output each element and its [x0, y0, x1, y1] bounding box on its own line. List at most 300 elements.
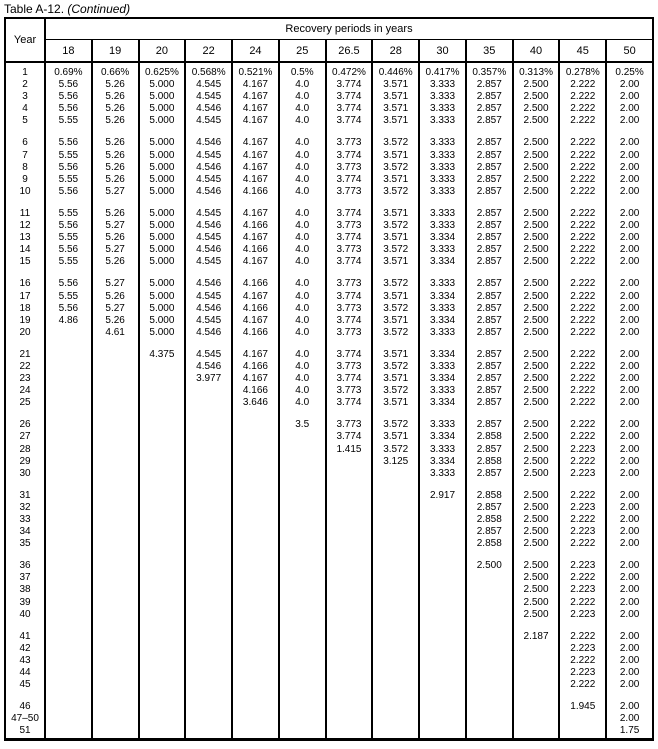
value-cell: 2.223 [559, 444, 606, 456]
value-cell [185, 667, 232, 679]
gap-cell [232, 339, 279, 349]
value-cell: 2.00 [606, 444, 653, 456]
gap-cell [92, 691, 139, 701]
value-cell: 1.415 [326, 444, 373, 456]
gap-cell [326, 198, 373, 208]
value-cell: 2.500 [513, 303, 560, 315]
value-cell: 2.500 [513, 584, 560, 596]
value-cell [232, 609, 279, 621]
value-cell: 5.26 [92, 79, 139, 91]
value-cell: 2.858 [466, 490, 513, 502]
year-label: 17 [5, 291, 45, 303]
value-cell: 0.521% [232, 62, 279, 79]
gap-cell [372, 409, 419, 419]
gap-cell [372, 339, 419, 349]
value-cell: 4.0 [279, 278, 326, 290]
value-cell: 5.000 [139, 79, 186, 91]
value-cell: 4.167 [232, 349, 279, 361]
value-cell: 2.857 [466, 444, 513, 456]
gap-cell [466, 198, 513, 208]
gap-cell [419, 127, 466, 137]
value-cell: 3.572 [372, 361, 419, 373]
value-cell: 4.0 [279, 232, 326, 244]
value-cell: 4.167 [232, 232, 279, 244]
value-cell: 2.500 [513, 526, 560, 538]
value-cell: 3.334 [419, 232, 466, 244]
value-cell: 5.27 [92, 244, 139, 256]
value-cell: 2.00 [606, 713, 653, 725]
value-cell: 4.166 [232, 220, 279, 232]
year-label: 22 [5, 361, 45, 373]
value-cell [45, 725, 92, 739]
value-cell [372, 502, 419, 514]
value-cell [45, 327, 92, 339]
value-cell: 4.0 [279, 150, 326, 162]
value-cell: 4.546 [185, 327, 232, 339]
year-label: 10 [5, 186, 45, 198]
gap-cell [139, 480, 186, 490]
value-cell: 4.0 [279, 91, 326, 103]
value-cell: 2.222 [559, 397, 606, 409]
value-cell: 2.857 [466, 468, 513, 480]
gap-cell [139, 621, 186, 631]
value-cell: 5.26 [92, 256, 139, 268]
value-cell: 3.571 [372, 208, 419, 220]
value-cell: 4.546 [185, 303, 232, 315]
year-label: 36 [5, 560, 45, 572]
value-cell [185, 502, 232, 514]
value-cell [279, 526, 326, 538]
value-cell [419, 538, 466, 550]
group-header-row [5, 18, 653, 40]
value-cell: 4.166 [232, 278, 279, 290]
value-cell: 2.00 [606, 150, 653, 162]
value-cell: 2.222 [559, 514, 606, 526]
value-cell: 2.500 [513, 220, 560, 232]
value-cell: 4.545 [185, 291, 232, 303]
value-cell: 2.500 [513, 256, 560, 268]
value-cell [326, 655, 373, 667]
value-cell [139, 713, 186, 725]
value-cell: 4.0 [279, 349, 326, 361]
table-body [5, 62, 653, 739]
value-cell: 2.857 [466, 303, 513, 315]
value-cell: 0.278% [559, 62, 606, 79]
year-label: 51 [5, 725, 45, 739]
value-cell [513, 701, 560, 713]
group-gap-row [5, 339, 653, 349]
gap-cell [279, 480, 326, 490]
value-cell: 4.167 [232, 79, 279, 91]
value-cell: 2.500 [513, 291, 560, 303]
value-cell [232, 584, 279, 596]
value-cell: 2.857 [466, 256, 513, 268]
table-row [5, 174, 653, 186]
group-gap-row [5, 198, 653, 208]
value-cell [232, 490, 279, 502]
value-cell: 3.571 [372, 232, 419, 244]
table-row [5, 538, 653, 550]
value-cell [139, 584, 186, 596]
value-cell: 3.571 [372, 91, 419, 103]
gap-cell [139, 127, 186, 137]
gap-cell [466, 268, 513, 278]
recovery-periods-header: Recovery periods in years [45, 18, 653, 40]
year-label: 6 [5, 137, 45, 149]
gap-cell [5, 268, 45, 278]
value-cell: 3.774 [326, 79, 373, 91]
gap-cell [45, 268, 92, 278]
value-cell [326, 597, 373, 609]
value-cell: 2.222 [559, 327, 606, 339]
value-cell: 2.858 [466, 431, 513, 443]
value-cell: 2.222 [559, 162, 606, 174]
value-cell [372, 560, 419, 572]
value-cell [92, 701, 139, 713]
gap-cell [139, 409, 186, 419]
value-cell [185, 643, 232, 655]
value-cell: 2.00 [606, 244, 653, 256]
gap-cell [419, 409, 466, 419]
value-cell: 2.00 [606, 162, 653, 174]
value-cell [372, 631, 419, 643]
value-cell [419, 713, 466, 725]
gap-cell [185, 621, 232, 631]
value-cell [45, 431, 92, 443]
table-row [5, 701, 653, 713]
value-cell: 3.774 [326, 291, 373, 303]
value-cell: 4.167 [232, 150, 279, 162]
table-row [5, 349, 653, 361]
value-cell: 2.857 [466, 361, 513, 373]
value-cell: 2.222 [559, 208, 606, 220]
value-cell: 2.222 [559, 361, 606, 373]
group-gap-row [5, 268, 653, 278]
year-label: 2 [5, 79, 45, 91]
value-cell [139, 643, 186, 655]
value-cell: 2.857 [466, 91, 513, 103]
gap-cell [232, 268, 279, 278]
value-cell [185, 419, 232, 431]
value-cell: 4.545 [185, 315, 232, 327]
value-cell: 2.500 [513, 456, 560, 468]
value-cell [466, 701, 513, 713]
value-cell: 2.00 [606, 572, 653, 584]
value-cell [232, 597, 279, 609]
value-cell: 0.472% [326, 62, 373, 79]
value-cell: 2.00 [606, 631, 653, 643]
value-cell [139, 419, 186, 431]
year-label: 37 [5, 572, 45, 584]
value-cell: 3.774 [326, 373, 373, 385]
table-row [5, 361, 653, 373]
gap-cell [279, 691, 326, 701]
value-cell: 3.334 [419, 256, 466, 268]
column-header-18: 18 [45, 40, 92, 63]
gap-cell [559, 409, 606, 419]
value-cell [419, 584, 466, 596]
value-cell [466, 655, 513, 667]
value-cell [466, 631, 513, 643]
value-cell [279, 538, 326, 550]
value-cell [139, 631, 186, 643]
value-cell: 5.55 [45, 150, 92, 162]
value-cell [92, 713, 139, 725]
gap-cell [326, 127, 373, 137]
value-cell [372, 655, 419, 667]
value-cell: 3.571 [372, 349, 419, 361]
value-cell: 2.500 [466, 560, 513, 572]
year-label: 30 [5, 468, 45, 480]
value-cell [92, 655, 139, 667]
value-cell: 2.00 [606, 103, 653, 115]
value-cell: 4.166 [232, 303, 279, 315]
depreciation-table [4, 17, 654, 741]
value-cell: 3.773 [326, 137, 373, 149]
value-cell [185, 456, 232, 468]
value-cell: 3.572 [372, 186, 419, 198]
gap-cell [606, 198, 653, 208]
column-headers-row [5, 40, 653, 63]
table-row [5, 713, 653, 725]
value-cell [279, 490, 326, 502]
value-cell: 2.00 [606, 667, 653, 679]
value-cell: 2.857 [466, 349, 513, 361]
value-cell [279, 655, 326, 667]
table-row [5, 431, 653, 443]
group-gap-row [5, 621, 653, 631]
value-cell [92, 397, 139, 409]
value-cell [559, 713, 606, 725]
table-row [5, 315, 653, 327]
value-cell [92, 631, 139, 643]
value-cell: 3.571 [372, 431, 419, 443]
value-cell [92, 502, 139, 514]
value-cell: 3.571 [372, 174, 419, 186]
gap-cell [45, 127, 92, 137]
value-cell [326, 526, 373, 538]
value-cell [279, 468, 326, 480]
gap-cell [466, 409, 513, 419]
year-label: 9 [5, 174, 45, 186]
value-cell: 2.187 [513, 631, 560, 643]
group-gap-row [5, 409, 653, 419]
column-header-19: 19 [92, 40, 139, 63]
value-cell: 2.222 [559, 385, 606, 397]
gap-cell [606, 409, 653, 419]
value-cell: 5.000 [139, 208, 186, 220]
value-cell [139, 397, 186, 409]
value-cell: 4.167 [232, 137, 279, 149]
value-cell: 2.500 [513, 397, 560, 409]
value-cell: 2.222 [559, 256, 606, 268]
value-cell: 3.977 [185, 373, 232, 385]
value-cell: 2.222 [559, 419, 606, 431]
gap-cell [326, 409, 373, 419]
value-cell: 3.333 [419, 186, 466, 198]
value-cell [419, 572, 466, 584]
table-header [5, 18, 653, 62]
value-cell: 2.00 [606, 502, 653, 514]
value-cell: 1.945 [559, 701, 606, 713]
gap-cell [5, 339, 45, 349]
value-cell: 5.000 [139, 137, 186, 149]
value-cell [326, 584, 373, 596]
value-cell: 3.571 [372, 103, 419, 115]
value-cell [92, 667, 139, 679]
year-label: 25 [5, 397, 45, 409]
value-cell [232, 667, 279, 679]
value-cell [45, 679, 92, 691]
value-cell: 2.500 [513, 490, 560, 502]
gap-cell [513, 268, 560, 278]
value-cell: 3.572 [372, 162, 419, 174]
year-label: 21 [5, 349, 45, 361]
value-cell: 3.773 [326, 244, 373, 256]
value-cell: 4.167 [232, 208, 279, 220]
value-cell [279, 667, 326, 679]
value-cell [185, 444, 232, 456]
value-cell: 3.571 [372, 256, 419, 268]
gap-cell [326, 268, 373, 278]
value-cell: 3.773 [326, 385, 373, 397]
value-cell: 4.0 [279, 244, 326, 256]
value-cell: 2.222 [559, 91, 606, 103]
value-cell: 3.773 [326, 419, 373, 431]
gap-cell [92, 480, 139, 490]
value-cell: 5.26 [92, 208, 139, 220]
year-label: 11 [5, 208, 45, 220]
value-cell [139, 538, 186, 550]
value-cell [232, 514, 279, 526]
value-cell: 3.333 [419, 91, 466, 103]
value-cell: 2.500 [513, 514, 560, 526]
value-cell [139, 701, 186, 713]
value-cell [139, 444, 186, 456]
value-cell: 4.61 [92, 327, 139, 339]
value-cell: 2.500 [513, 468, 560, 480]
gap-cell [606, 621, 653, 631]
year-label: 31 [5, 490, 45, 502]
value-cell: 3.774 [326, 315, 373, 327]
gap-cell [185, 198, 232, 208]
value-cell [185, 631, 232, 643]
value-cell: 2.222 [559, 291, 606, 303]
gap-cell [559, 480, 606, 490]
value-cell: 4.545 [185, 208, 232, 220]
value-cell: 3.572 [372, 327, 419, 339]
value-cell [419, 655, 466, 667]
value-cell: 3.773 [326, 303, 373, 315]
value-cell: 2.222 [559, 220, 606, 232]
table-row [5, 79, 653, 91]
gap-cell [513, 550, 560, 560]
value-cell: 5.26 [92, 150, 139, 162]
value-cell: 5.000 [139, 174, 186, 186]
value-cell: 0.417% [419, 62, 466, 79]
gap-cell [185, 127, 232, 137]
value-cell [232, 713, 279, 725]
value-cell: 5.27 [92, 186, 139, 198]
value-cell: 2.222 [559, 115, 606, 127]
value-cell: 4.546 [185, 278, 232, 290]
value-cell: 4.167 [232, 315, 279, 327]
value-cell: 3.571 [372, 315, 419, 327]
value-cell: 4.167 [232, 256, 279, 268]
value-cell [372, 597, 419, 609]
value-cell [185, 538, 232, 550]
value-cell: 0.357% [466, 62, 513, 79]
gap-cell [606, 550, 653, 560]
value-cell: 5.26 [92, 115, 139, 127]
value-cell [45, 514, 92, 526]
value-cell: 3.773 [326, 220, 373, 232]
year-label: 20 [5, 327, 45, 339]
column-header-26.5: 26.5 [326, 40, 373, 63]
value-cell [466, 667, 513, 679]
gap-cell [606, 480, 653, 490]
value-cell [185, 514, 232, 526]
value-cell [372, 490, 419, 502]
value-cell [92, 349, 139, 361]
gap-cell [5, 409, 45, 419]
value-cell: 4.545 [185, 256, 232, 268]
gap-cell [139, 691, 186, 701]
value-cell: 3.774 [326, 103, 373, 115]
year-label: 14 [5, 244, 45, 256]
value-cell [139, 725, 186, 739]
gap-cell [185, 339, 232, 349]
value-cell: 4.546 [185, 103, 232, 115]
year-label: 3 [5, 91, 45, 103]
value-cell: 2.857 [466, 186, 513, 198]
value-cell [139, 655, 186, 667]
gap-cell [559, 691, 606, 701]
gap-cell [92, 127, 139, 137]
table-title-continued: (Continued) [67, 2, 131, 16]
group-gap-row [5, 480, 653, 490]
value-cell [92, 431, 139, 443]
value-cell: 5.56 [45, 137, 92, 149]
gap-cell [92, 409, 139, 419]
gap-cell [466, 621, 513, 631]
value-cell: 5.26 [92, 291, 139, 303]
gap-cell [185, 409, 232, 419]
value-cell: 2.00 [606, 186, 653, 198]
value-cell [279, 560, 326, 572]
value-cell: 2.500 [513, 560, 560, 572]
value-cell: 4.545 [185, 232, 232, 244]
gap-cell [232, 127, 279, 137]
value-cell [139, 609, 186, 621]
value-cell [326, 456, 373, 468]
value-cell: 3.773 [326, 327, 373, 339]
value-cell: 3.334 [419, 456, 466, 468]
year-label: 45 [5, 679, 45, 691]
table-row [5, 150, 653, 162]
value-cell: 2.223 [559, 584, 606, 596]
value-cell: 4.0 [279, 174, 326, 186]
gap-cell [559, 621, 606, 631]
year-label: 41 [5, 631, 45, 643]
gap-cell [5, 198, 45, 208]
value-cell: 3.333 [419, 419, 466, 431]
value-cell: 4.167 [232, 91, 279, 103]
value-cell: 3.333 [419, 468, 466, 480]
value-cell [326, 572, 373, 584]
gap-cell [513, 127, 560, 137]
value-cell: 2.00 [606, 701, 653, 713]
